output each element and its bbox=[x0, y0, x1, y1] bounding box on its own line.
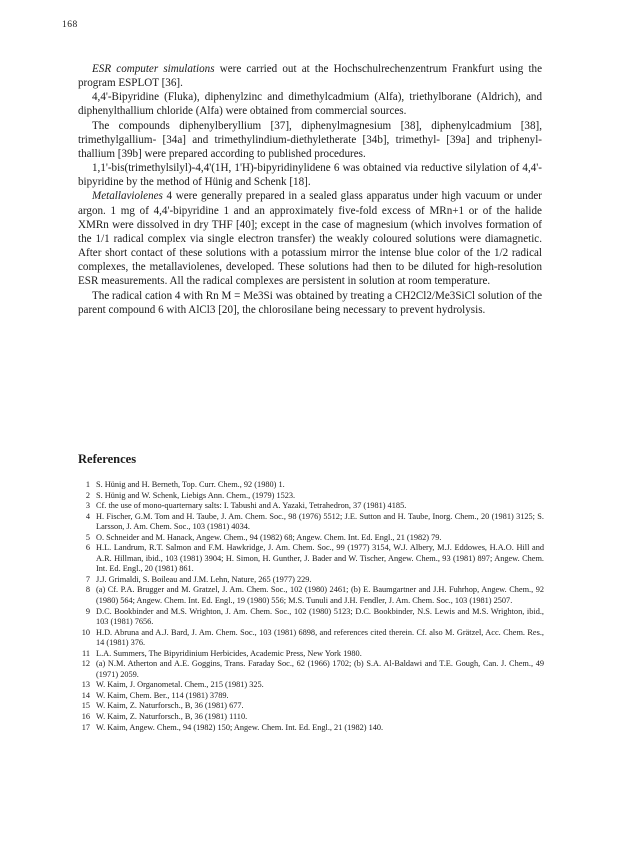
reference-item bbox=[78, 575, 544, 586]
paragraph bbox=[78, 119, 542, 161]
reference-text: S. Hünig and W. Schenk, Liebigs Ann. Chem., (1979) 1523. bbox=[96, 490, 296, 500]
reference-item bbox=[78, 691, 544, 702]
reference-item bbox=[78, 480, 544, 491]
reference-number: 17 bbox=[81, 722, 90, 732]
reference-number: 3 bbox=[85, 501, 90, 511]
paragraph-text: 4,4'-Bipyridine (Fluka), diphenylzinc and dimethylcadmium (Alfa), triethylborane (Aldrich), and diphenylthallium chloride (Alfa) were obtained from commercial sources. bbox=[78, 91, 542, 118]
references-list bbox=[78, 480, 544, 733]
reference-number: 7 bbox=[85, 574, 90, 584]
reference-text: D.C. Bookbinder and M.S. Wrighton, J. Am. Chem. Soc., 102 (1980) 5123; D.C. Bookbinder, N.S. Lewis and M.S. Wrighton, ibid., 103 (1981) 7656. bbox=[96, 606, 544, 627]
reference-text: O. Schneider and M. Hanack, Angew. Chem., 94 (1982) 68; Angew. Chem. Int. Ed. Engl., 21 (1982) 79. bbox=[96, 532, 442, 542]
reference-number: 6 bbox=[85, 543, 90, 553]
reference-number: 10 bbox=[81, 627, 90, 637]
paragraph-lead-italic: ESR computer simulations bbox=[92, 63, 215, 75]
paragraph bbox=[78, 90, 542, 118]
reference-text: (a) N.M. Atherton and A.E. Goggins, Trans. Faraday Soc., 62 (1966) 1702; (b) S.A. Al-Baldawi and T.E. Gough, Can. J. Chem., 49 (1971) 2059. bbox=[96, 659, 544, 679]
reference-text: W. Kaim, Z. Naturforsch., B, 36 (1981) 1110. bbox=[96, 712, 248, 722]
reference-item bbox=[78, 712, 544, 723]
reference-number: 11 bbox=[82, 648, 90, 658]
paragraph bbox=[78, 62, 542, 90]
reference-number: 9 bbox=[85, 606, 90, 616]
reference-item bbox=[78, 491, 544, 502]
reference-number: 13 bbox=[81, 680, 90, 690]
reference-text: J.J. Grimaldi, S. Boileau and J.M. Lehn, Nature, 265 (1977) 229. bbox=[96, 574, 312, 584]
reference-item bbox=[78, 533, 544, 544]
reference-item bbox=[78, 723, 544, 734]
paragraph bbox=[78, 189, 542, 288]
reference-text: L.A. Summers, The Bipyridinium Herbicides, Academic Press, New York 1980. bbox=[96, 648, 362, 658]
paragraph-text: 4 were generally prepared in a sealed glass apparatus under high vacuum or under argon. 1 mg of 4,4'-bipyridine 1 and an approximately five-fold excess of MRn+1 or of the halide XMRn were dissolved in dry THF [40]; except in the case of magnesium (which involves formation of the 1/1 radical complex via single electron transfer) the weakly coloured solutions were diamagnetic. After short contact of these solutions with a potassium mirror the intense blue color of the 1/2 radical complexes, the metallaviolenes, developed. These solutions had then to be diluted for high-resolution ESR measurements. All the radical complexes are persistent in solution at room temperature. bbox=[78, 190, 542, 288]
paragraph bbox=[78, 161, 542, 189]
reference-number: 1 bbox=[85, 480, 90, 489]
reference-text: W. Kaim, Angew. Chem., 94 (1982) 150; Angew. Chem. Int. Ed. Engl., 21 (1982) 140. bbox=[96, 722, 384, 732]
paragraph-text: The compounds diphenylberyllium [37], diphenylmagnesium [38], diphenylcadmium [38], trimethylgallium- [34a] and trimethylindium-diethyletherate [34b], trimethyl- [39a] and triphenyl-thallium [39b] were prepared according to published procedures. bbox=[78, 119, 542, 160]
reference-item bbox=[78, 628, 544, 649]
reference-item bbox=[78, 680, 544, 691]
body-text bbox=[78, 62, 542, 317]
reference-text: H. Fischer, G.M. Tom and H. Taube, J. Am. Chem. Soc., 98 (1976) 5512; J.E. Sutton and H. Taube, Inorg. Chem., 20 (1981) 3125; S. Larsson, J. Am. Chem. Soc., 103 (1981) 4034. bbox=[96, 511, 544, 532]
paragraph-text: were carried out at the Hochschulrechenzentrum Frankfurt using the program ESPLOT [36]. bbox=[78, 63, 542, 90]
paragraph-text: The radical cation 4 with Rn M = Me3Si was obtained by treating a CH2Cl2/Me3SiCl solution of the parent compound 6 with AlCl3 [20], the chlorosilane being necessary to prevent hydrolysis. bbox=[78, 289, 542, 316]
paragraph-lead-italic: Metallaviolenes bbox=[92, 190, 163, 203]
reference-number: 2 bbox=[85, 490, 90, 500]
paragraph-text: 1,1'-bis(trimethylsilyl)-4,4'(1H, 1'H)-bipyridinylidene 6 was obtained via reductive silylation of 4,4'-bipyridine by the method of Hünig and Schenk [18]. bbox=[78, 162, 542, 189]
reference-text: W. Kaim, Chem. Ber., 114 (1981) 3789. bbox=[96, 690, 229, 700]
paragraph bbox=[78, 289, 542, 317]
reference-number: 16 bbox=[81, 712, 90, 722]
reference-text: H.D. Abruna and A.J. Bard, J. Am. Chem. Soc., 103 (1981) 6898, and references cited therein. Cf. also M. Grätzel, Acc. Chem. Res., 14 (1981) 376. bbox=[96, 627, 544, 648]
reference-text: W. Kaim, Z. Naturforsch., B, 36 (1981) 677. bbox=[96, 701, 244, 711]
reference-text: S. Hünig and H. Berneth, Top. Curr. Chem., 92 (1980) 1. bbox=[96, 480, 285, 489]
reference-number: 14 bbox=[81, 690, 90, 700]
reference-item bbox=[78, 659, 544, 680]
reference-number: 4 bbox=[85, 511, 90, 521]
reference-number: 12 bbox=[81, 659, 90, 669]
reference-item bbox=[78, 585, 544, 606]
reference-text: Cf. the use of mono-quarternary salts: I. Tabushi and A. Yazaki, Tetrahedron, 37 (1981) 4185. bbox=[96, 501, 407, 511]
reference-number: 15 bbox=[81, 701, 90, 711]
reference-item bbox=[78, 512, 544, 533]
reference-item bbox=[78, 649, 544, 660]
reference-text: (a) Cf. P.A. Brugger and M. Gratzel, J. Am. Chem. Soc., 102 (1980) 2461; (b) E. Baumgartner and J.H. Fuhrhop, Angew. Chem., 92 (1980) 564; Angew. Chem. Int. Ed. Engl., 19 (1980) 556; M.S. Tunuli and J.H. Fendler, J. Am. Chem. Soc., 103 (1981) 2507. bbox=[96, 585, 544, 606]
reference-item bbox=[78, 543, 544, 575]
reference-text: W. Kaim, J. Organometal. Chem., 215 (1981) 325. bbox=[96, 680, 264, 690]
reference-number: 5 bbox=[85, 532, 90, 542]
page-number: 168 bbox=[62, 20, 78, 30]
reference-item bbox=[78, 607, 544, 628]
reference-number: 8 bbox=[85, 585, 90, 595]
references-heading: References bbox=[78, 452, 137, 466]
reference-item bbox=[78, 501, 544, 512]
reference-item bbox=[78, 701, 544, 712]
reference-text: H.L. Landrum, R.T. Salmon and F.M. Hawkridge, J. Am. Chem. Soc., 99 (1977) 3154, W.J. Albery, M.J. Eddowes, H.A.O. Hill and A.R. Hillman, ibid., 103 (1981) 3904; H. Simon, H. Gunther, J. Bader and W. Tischer, Angew. Chem., 93 (1981) 897; Angew. Chem. Int. Ed. Engl., 20 (1981) 861. bbox=[96, 543, 544, 574]
